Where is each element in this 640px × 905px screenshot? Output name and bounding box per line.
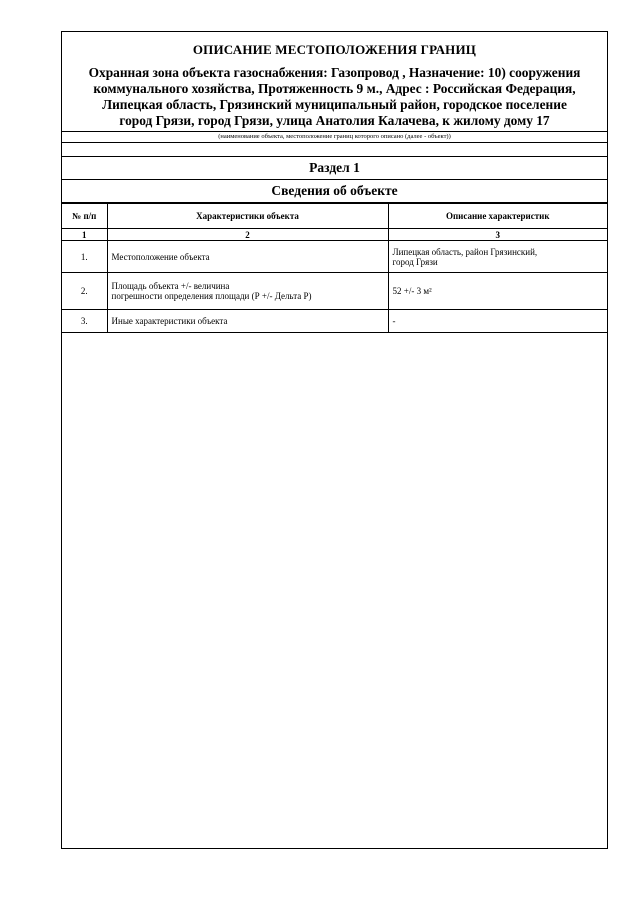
row-characteristic: Иные характеристики объекта [107, 310, 388, 333]
document-header [62, 32, 607, 129]
row-description: 52 +/- 3 м² [388, 273, 607, 310]
row-number: 3. [62, 310, 107, 333]
table-row [62, 310, 607, 333]
table-row [62, 241, 607, 273]
row-description: - [388, 310, 607, 333]
header-number: № п/п [62, 204, 107, 229]
object-name [66, 65, 603, 129]
row-number: 1. [62, 241, 107, 273]
table-row [62, 273, 607, 310]
column-number: 1 [62, 229, 107, 241]
characteristic-line: Площадь объекта +/- величина [111, 281, 230, 291]
header-description: Описание характеристик [388, 204, 607, 229]
characteristic-line: погрешности определения площади (Р +/- Дельта Р) [111, 291, 312, 301]
object-name-line: Липецкая область, Грязинский муниципальный район, городское поселение [102, 97, 567, 112]
document-title: ОПИСАНИЕ МЕСТОПОЛОЖЕНИЯ ГРАНИЦ [192, 42, 477, 57]
row-description [388, 241, 607, 273]
section-subtitle: Сведения об объекте [62, 180, 607, 203]
spacer-row [62, 143, 607, 157]
column-number: 2 [107, 229, 388, 241]
document-frame [61, 31, 608, 849]
object-name-line: Охранная зона объекта газоснабжения: Газопровод , Назначение: 10) сооружения [88, 65, 581, 80]
object-name-line: город Грязи, город Грязи, улица Анатолия Калачева, к жилому дому 17 [119, 113, 550, 128]
object-name-line: коммунального хозяйства, Протяженность 9 м., Адрес : Российская Федерация, [93, 81, 576, 96]
column-number-row [62, 229, 607, 241]
description-line: город Грязи [392, 256, 438, 267]
row-number: 2. [62, 273, 107, 310]
table-header-row [62, 204, 607, 229]
column-number: 3 [388, 229, 607, 241]
row-characteristic [107, 273, 388, 310]
object-caption: (наименование объекта, местоположение границ которого описано (далее - объект)) [62, 131, 607, 143]
section-title: Раздел 1 [62, 157, 607, 180]
description-line: Липецкая область, район Грязинский, [392, 246, 538, 257]
row-characteristic: Местоположение объекта [107, 241, 388, 273]
header-characteristic: Характеристики объекта [107, 204, 388, 229]
object-info-table [62, 203, 607, 333]
